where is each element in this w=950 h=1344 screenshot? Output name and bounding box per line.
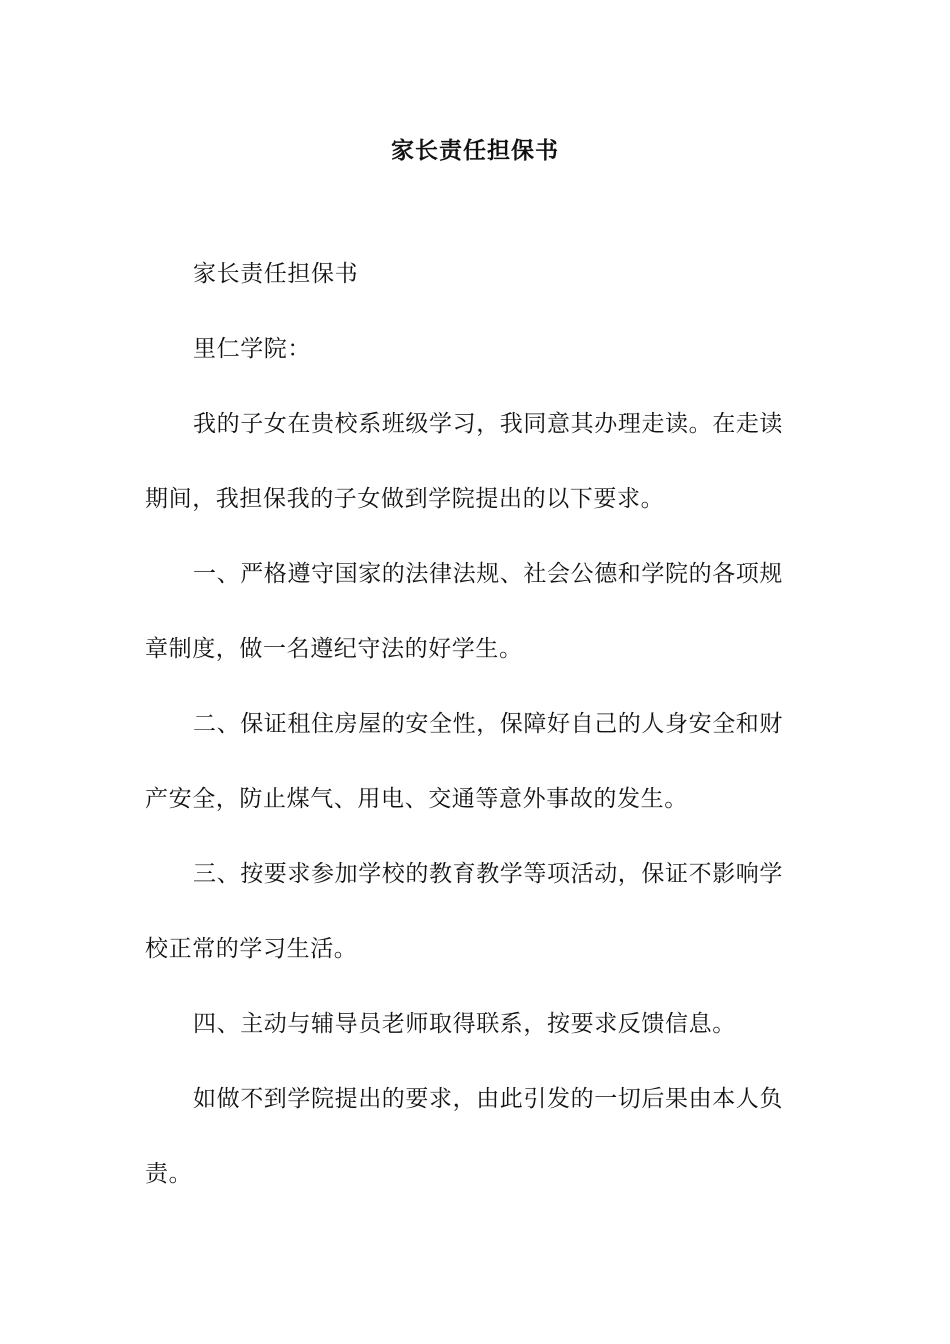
document-body (145, 256, 805, 1193)
paragraph-closing-continued (145, 1156, 805, 1193)
paragraph-item-1-continued (145, 631, 805, 668)
paragraph-item-4 (145, 1006, 805, 1043)
paragraph-item-1 (145, 556, 805, 593)
paragraph-line: 我的子女在贵校系班级学习，我同意其办理走读。在走读 (193, 411, 783, 437)
paragraph-intro (145, 406, 805, 443)
paragraph-item-2 (145, 706, 805, 743)
paragraph-line: 四、主动与辅导员老师取得联系，按要求反馈信息。 (193, 1011, 736, 1037)
paragraph-line: 如做不到学院提出的要求，由此引发的一切后果由本人负 (193, 1086, 783, 1112)
heading-paragraph: 家长责任担保书 (193, 261, 359, 287)
salutation-paragraph: 里仁学院： (193, 336, 311, 362)
paragraph-line: 产安全，防止煤气、用电、交通等意外事故的发生。 (145, 786, 688, 812)
paragraph-line: 责。 (145, 1161, 193, 1187)
paragraph-line: 三、按要求参加学校的教育教学等项活动，保证不影响学 (193, 861, 783, 887)
paragraph-closing (145, 1081, 805, 1118)
paragraph-line: 二、保证租住房屋的安全性，保障好自己的人身安全和财 (193, 711, 783, 737)
paragraph-intro-continued (145, 481, 805, 518)
paragraph-line: 章制度，做一名遵纪守法的好学生。 (145, 636, 523, 662)
paragraph-line: 校正常的学习生活。 (145, 936, 358, 962)
paragraph-item-3 (145, 856, 805, 893)
paragraph-item-2-continued (145, 781, 805, 818)
document-title: 家长责任担保书 (391, 137, 559, 164)
paragraph-item-3-continued (145, 931, 805, 968)
paragraph-line: 一、严格遵守国家的法律法规、社会公德和学院的各项规 (193, 561, 783, 587)
paragraph-line: 期间，我担保我的子女做到学院提出的以下要求。 (145, 486, 665, 512)
